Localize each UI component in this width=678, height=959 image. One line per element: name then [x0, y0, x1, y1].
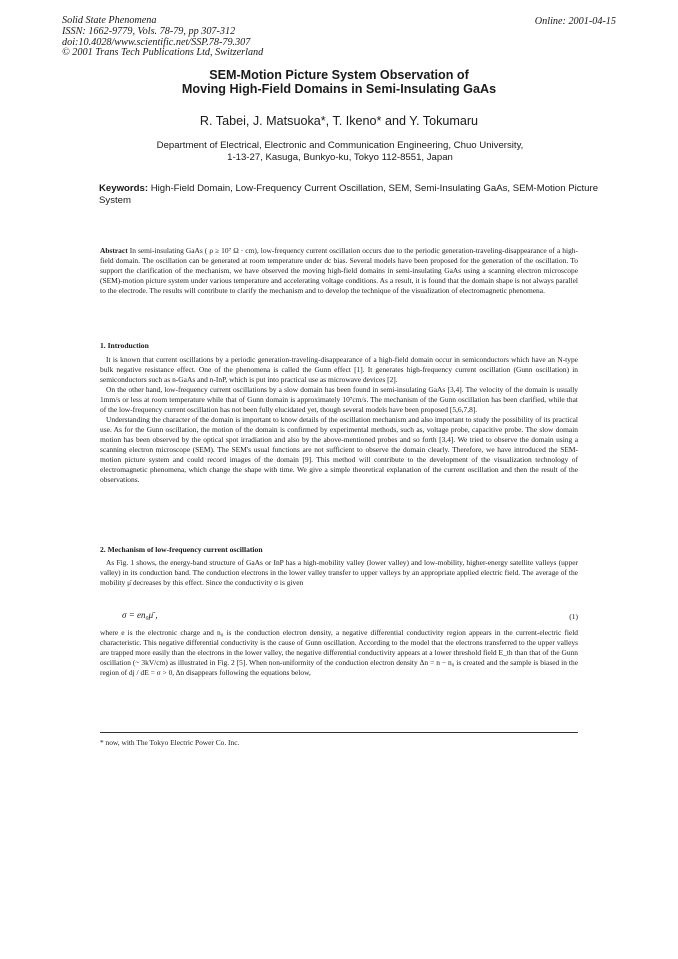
keywords: [99, 183, 599, 206]
copyright-line: © 2001 Trans Tech Publications Ltd, Switzerland: [62, 47, 264, 59]
affiliation-line-1: Department of Electrical, Electronic and Communication Engineering, Chuo University,: [156, 140, 524, 151]
affiliation-line-2: 1-13-27, Kasuga, Bunkyo-ku, Tokyo 112-8551, Japan: [227, 152, 453, 163]
section-1-heading: 1. Introduction: [100, 341, 149, 350]
doi-line: doi:10.4028/www.scientific.net/SSP.78-79.307: [62, 36, 251, 48]
section-2-body-1: [100, 558, 578, 588]
section-2-heading: 2. Mechanism of low-frequency current oscillation: [100, 545, 263, 554]
section-2-body-2: [100, 628, 578, 678]
keywords-label: Keywords:: [99, 183, 149, 194]
abstract: [100, 246, 578, 296]
paragraph: It is known that current oscillations by a periodic generation-traveling-disappearance of a high-field domain occur in semiconductors which have an N-type bulk negative resistance effect. One of the phenomena is called the Gunn effect [1]. It generates high-frequency current oscillation (Gunn oscillation) in semiconductors such as n-GaAs and n-InP, which is put into practical use as microwave devices [2].: [100, 355, 578, 384]
paper-title-line-2: Moving High-Field Domains in Semi-Insulating GaAs: [181, 82, 497, 96]
online-date: Online: 2001-04-15: [534, 16, 616, 27]
paragraph: As Fig. 1 shows, the energy-band structure of GaAs or InP has a high-mobility valley (lower valley) and low-mobility, higher-energy satellite valleys (upper valley) in its conduction band. The conduction electrons in the lower valley transfer to upper valleys by an appropriate applied electric field. The average of the mobility μ̄ decreases by this effect. Since the conductivity σ is given: [100, 558, 578, 587]
footnote-divider: [100, 732, 578, 733]
abstract-text: In semi-insulating GaAs ( ρ ≥ 10⁷ Ω · cm), low-frequency current oscillation occurs due to the periodic generation-traveling-disappearance of a high-field domain. The oscillation can be generated at room temperature under dc bias. Several models have been proposed for the generation of the oscillation. To support the clarification of the mechanism, we have observed the moving high-field domains in semi-insulating GaAs using a scanning electron microscope (SEM)-motion picture system under various temperature and accelerating voltage conditions. As a result, it is found that the domain shape is not always parallel to the electrode. The results will contribute to clarify the mechanism and to develop the technique of the visualization of electromagnetic phenomena.: [100, 246, 578, 295]
paragraph: Understanding the character of the domain is important to know details of the oscillation mechanism and also important to study the possibility of its practical use. As for the Gunn oscillation, the motion of the domain is confirmed by experimental methods, such as, voltage probe, capacitive probe. The slow domain motion has been observed by the optical spot irradiation and also by the above-mentioned probes and so forth [3,4]. We tried to observe the domain using a scanning electron microscope (SEM). The SEM's usual functions are not sufficient to observe the domain clearly. Therefore, we have introduced the SEM-motion picture system and could record images of the domain [9]. This method will contribute to the development of the visualization technology of electromagnetic phenomena, which change the shape with time. We give a simple theoretical explanation of the current oscillation and then the result of the observations.: [100, 415, 578, 484]
paper-title-line-1: SEM-Motion Picture System Observation of: [209, 68, 469, 82]
equation-number: (1): [569, 612, 578, 621]
paragraph: On the other hand, low-frequency current oscillations by a slow domain has been found in semi-insulating GaAs [3,4]. The velocity of the domain is usually 1mm/s or less at room temperature while that of Gunn domain is approximately 10⁷cm/s. The mechanism of the Gunn oscillation has been clarified, while that of the low-frequency current oscillation has not been fully elucidated yet, though several models have been proposed [5,6,7,8].: [100, 385, 578, 414]
journal-name: Solid State Phenomena: [62, 15, 157, 26]
section-1-body: [100, 355, 578, 485]
footnote: * now, with The Tokyo Electric Power Co. Inc.: [100, 738, 240, 747]
equation-text: σ = en₀μ̄ ,: [122, 610, 158, 620]
abstract-label: Abstract: [100, 246, 128, 255]
keywords-text: High-Field Domain, Low-Frequency Current Oscillation, SEM, Semi-Insulating GaAs, SEM-Motion Picture System: [99, 183, 599, 206]
author-list: R. Tabei, J. Matsuoka*, T. Ikeno* and Y. Tokumaru: [199, 114, 479, 128]
paragraph: where e is the electronic charge and n₀ is the conduction electron density, a negative differential conductivity region appears in the current-electric field characteristic. This negative differential conductivity is the cause of Gunn oscillation. According to the model that the electrons transferred to the upper valleys are trapped more easily than the electrons in the lower valley, the negative differential conductivity appears at a lower threshold field E_th than that of the Gunn oscillation (~ 3kV/cm) as illustrated in Fig. 2 [5]. When non-uniformity of the conduction electron density Δn = n − n₀ is created and the sample is biased in the region of dj / dE = σ > 0, Δn disappears following the equations below,: [100, 628, 578, 677]
affiliation: [90, 140, 590, 164]
issn-line: ISSN: 1662-9779, Vols. 78-79, pp 307-312: [62, 25, 236, 37]
publication-info: [62, 16, 263, 59]
